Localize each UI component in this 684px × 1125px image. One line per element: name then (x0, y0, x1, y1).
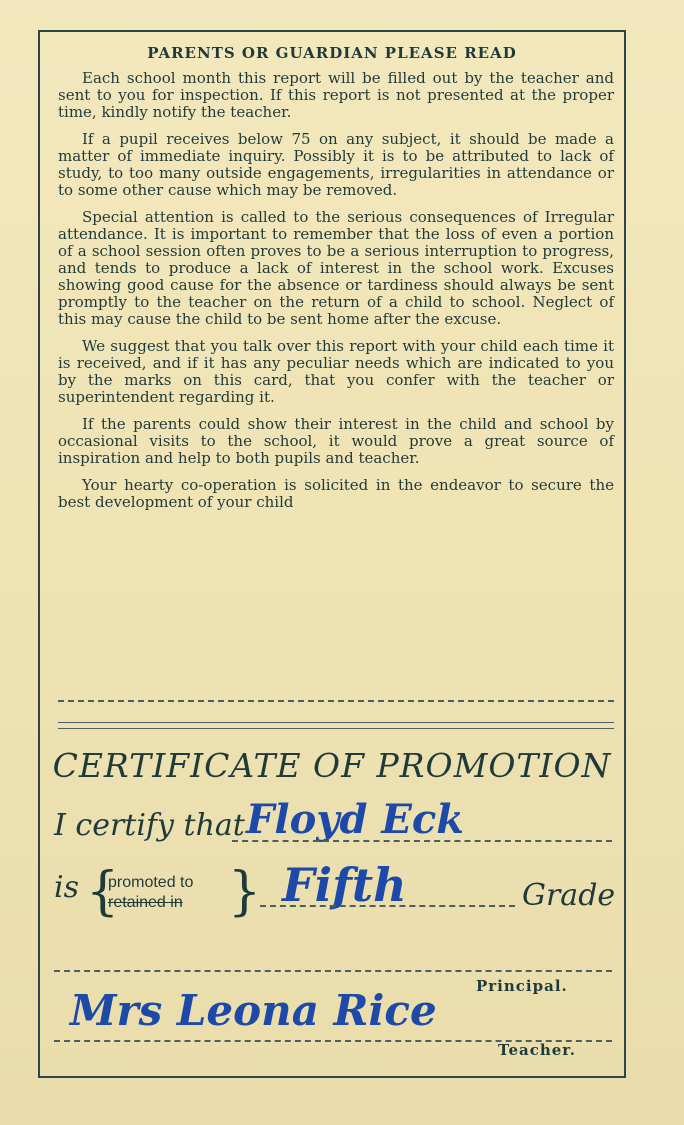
notice-paragraph: Special attention is called to the serious consequences of Irregular attendance. It is important to remember that the loss of even a portion of a school session often proves to be a serious interruption to progress, and tends to produce a lack of interest in the school work. Excuses showing good cause for the absence or tardiness should always be sent promptly to the teacher on the return of a child to school. Neglect of this may cause the child to be sent home after the excuse. (58, 208, 614, 328)
notice-paragraph: We suggest that you talk over this report with your child each time it is received, and if it has any peculiar needs which are indicated to you by the marks on this card, that you confer with the teacher or superintendent regarding it. (58, 337, 614, 406)
parent-signature-line (58, 700, 614, 702)
grade-line (260, 905, 515, 907)
student-name: Floyd Eck (246, 796, 464, 843)
right-brace: } (228, 862, 262, 922)
grade-label: Grade (522, 878, 616, 913)
notice-paragraph: Your hearty co-operation is solicited in the endeavor to secure the best development of your child (58, 476, 614, 511)
principal-signature-line (54, 970, 612, 972)
principal-label: Principal. (476, 977, 568, 995)
notice-heading: PARENTS OR GUARDIAN PLEASE READ (147, 44, 517, 62)
notice-body (58, 70, 614, 521)
option-promoted: promoted to (108, 874, 194, 891)
teacher-signature: Mrs Leona Rice (70, 986, 437, 1035)
left-brace: { (86, 862, 120, 922)
notice-paragraph: Each school month this report will be filled out by the teacher and sent to you for inspection. If this report is not presented at the proper time, kindly notify the teacher. (58, 69, 614, 121)
certify-label: I certify that (54, 808, 245, 843)
notice-paragraph: If a pupil receives below 75 on any subject, it should be made a matter of immediate inquiry. Possibly it is to be attributed to lack of study, to too many outside engagements, irregularities in attendance or to some other cause which may be removed. (58, 130, 614, 199)
section-divider (58, 728, 614, 729)
student-name-line (232, 840, 612, 842)
option-retained: retained in (108, 894, 183, 911)
certificate-title: CERTIFICATE OF PROMOTION (52, 746, 612, 785)
is-label: is (54, 870, 79, 905)
section-divider (58, 722, 614, 723)
grade-value: Fifth (282, 858, 407, 912)
notice-paragraph: If the parents could show their interest in the child and school by occasional visits to the school, it would prove a great source of inspiration and help to both pupils and teacher. (58, 415, 614, 467)
teacher-label: Teacher. (498, 1041, 577, 1059)
